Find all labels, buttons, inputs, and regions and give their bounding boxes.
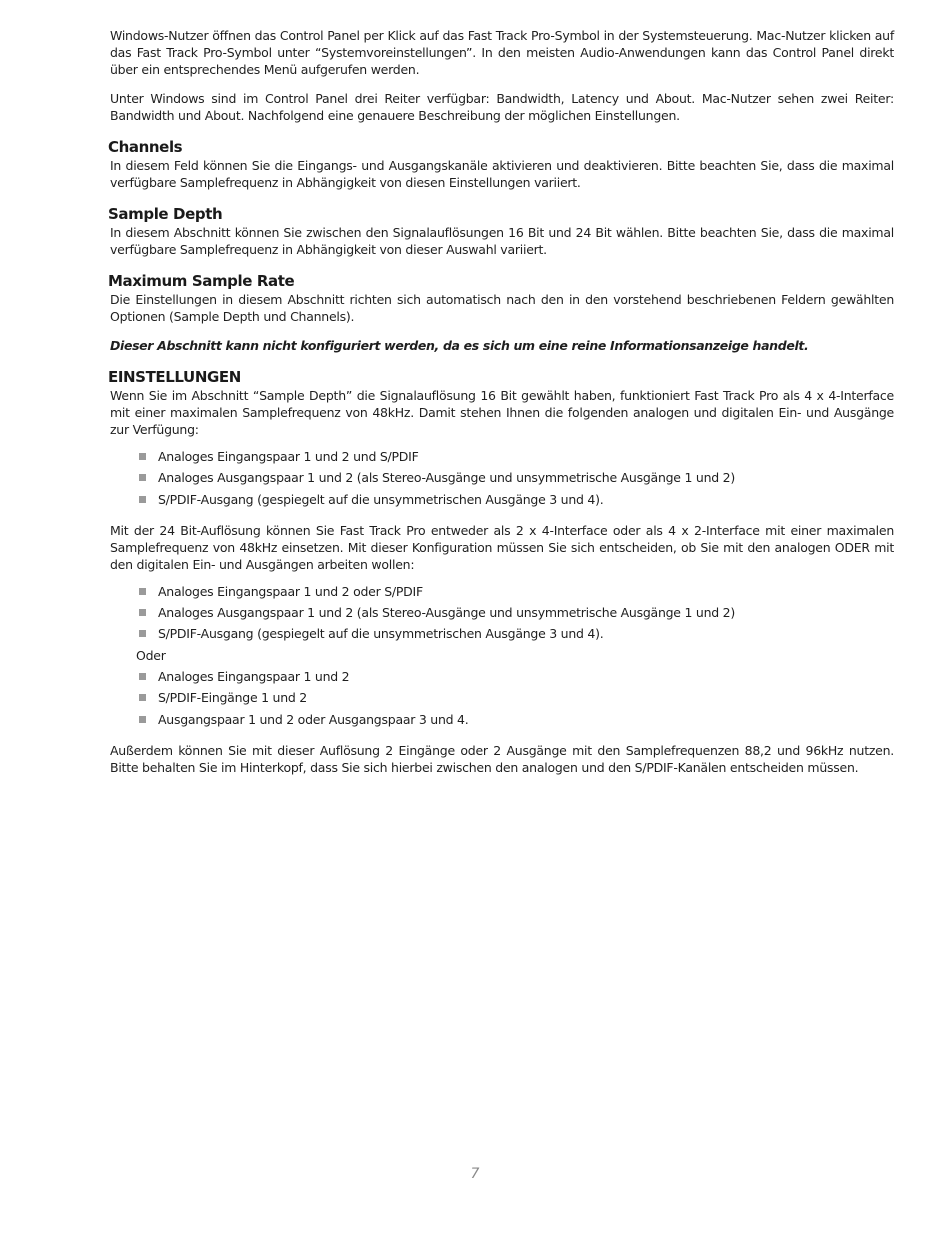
list-item: Ausgangspaar 1 und 2 oder Ausgangspaar 3 und 4. xyxy=(139,709,894,730)
square-bullet-icon xyxy=(139,588,146,595)
einstellungen-heading: EINSTELLUNGEN xyxy=(108,368,241,386)
max-sample-rate-text: Die Einstellungen in diesem Abschnitt richten sich automatisch nach den in den vorstehend beschriebenen Feldern gewählten Optionen (Sample Depth und Channels). xyxy=(110,292,894,324)
square-bullet-icon xyxy=(139,716,146,723)
channels-text: In diesem Feld können Sie die Eingangs- und Ausgangskanäle aktivieren und deaktivieren. Bitte beachten Sie, dass die maximal verfügbare Samplefrequenz in Abhängigkeit von diesen Einstellungen variiert. xyxy=(110,158,894,190)
list-16bit-io xyxy=(110,446,894,510)
einstellungen-text-2: Mit der 24 Bit-Auflösung können Sie Fast Track Pro entweder als 2 x 4-Interface oder als 4 x 2-Interface mit einer maximalen Samplefrequenz von 48kHz einsetzen. Mit dieser Konfiguration müssen Sie sich entscheiden, ob Sie mit den analogen ODER mit den digitalen Ein- und Ausgängen arbeiten wollen: xyxy=(110,522,894,572)
intro-paragraph-1: Windows-Nutzer öffnen das Control Panel per Klick auf das Fast Track Pro-Symbol in der Systemsteuerung. Mac-Nutzer klicken auf das Fast Track Pro-Symbol unter “Systemvoreinstellungen”. In den meisten Audio-Anwendungen kann das Control Panel direkt über ein entsprechendes Menü aufgerufen werden. xyxy=(110,28,894,77)
square-bullet-icon xyxy=(139,474,146,481)
list-24bit-option-b xyxy=(110,666,894,730)
einstellungen-text-3: Außerdem können Sie mit dieser Auflösung 2 Eingänge oder 2 Ausgänge mit den Samplefrequenzen 88,2 und 96kHz nutzen. Bitte behalten Sie im Hinterkopf, dass Sie sich hierbei zwischen den analogen und den S/PDIF-Kanälen entscheiden müssen. xyxy=(110,742,894,775)
max-sample-rate-heading: Maximum Sample Rate xyxy=(108,272,295,290)
square-bullet-icon xyxy=(139,630,146,637)
list-item: S/PDIF-Eingänge 1 und 2 xyxy=(139,687,894,708)
list-item: S/PDIF-Ausgang (gespiegelt auf die unsymmetrischen Ausgänge 3 und 4). xyxy=(139,489,894,510)
info-note: Dieser Abschnitt kann nicht konfiguriert werden, da es sich um eine reine Informationsanzeige handelt. xyxy=(110,338,809,353)
list-item: Analoges Ausgangspaar 1 und 2 (als Stereo-Ausgänge und unsymmetrische Ausgänge 1 und 2) xyxy=(139,467,894,488)
list-item: Analoges Ausgangspaar 1 und 2 (als Stereo-Ausgänge und unsymmetrische Ausgänge 1 und 2) xyxy=(139,602,894,623)
intro-paragraph-2: Unter Windows sind im Control Panel drei Reiter verfügbar: Bandwidth, Latency und About. Mac-Nutzer sehen zwei Reiter: Bandwidth und About. Nachfolgend eine genauere Beschreibung der möglichen Einstellungen. xyxy=(110,91,894,123)
channels-heading: Channels xyxy=(108,138,183,156)
list-item: S/PDIF-Ausgang (gespiegelt auf die unsymmetrischen Ausgänge 3 und 4). xyxy=(139,623,894,644)
square-bullet-icon xyxy=(139,496,146,503)
page-number: 7 xyxy=(470,1166,480,1182)
list-item: Analoges Eingangspaar 1 und 2 xyxy=(139,666,894,687)
document-page xyxy=(110,27,894,776)
oder-label: Oder xyxy=(136,647,166,663)
list-item: Analoges Eingangspaar 1 und 2 oder S/PDIF xyxy=(139,581,894,602)
list-item: Analoges Eingangspaar 1 und 2 und S/PDIF xyxy=(139,446,894,467)
sample-depth-heading: Sample Depth xyxy=(108,205,223,223)
square-bullet-icon xyxy=(139,453,146,460)
einstellungen-text-1: Wenn Sie im Abschnitt “Sample Depth” die Signalauflösung 16 Bit gewählt haben, funktioniert Fast Track Pro als 4 x 4-Interface mit einer maximalen Samplefrequenz von 48kHz. Damit stehen Ihnen die folgenden analogen und digitalen Ein- und Ausgänge zur Verfügung: xyxy=(110,388,894,437)
square-bullet-icon xyxy=(139,673,146,680)
list-24bit-option-a xyxy=(110,581,894,645)
square-bullet-icon xyxy=(139,609,146,616)
sample-depth-text: In diesem Abschnitt können Sie zwischen den Signalauflösungen 16 Bit und 24 Bit wählen. Bitte beachten Sie, dass die maximal verfügbare Samplefrequenz in Abhängigkeit von dieser Auswahl variiert. xyxy=(110,225,894,257)
square-bullet-icon xyxy=(139,694,146,701)
